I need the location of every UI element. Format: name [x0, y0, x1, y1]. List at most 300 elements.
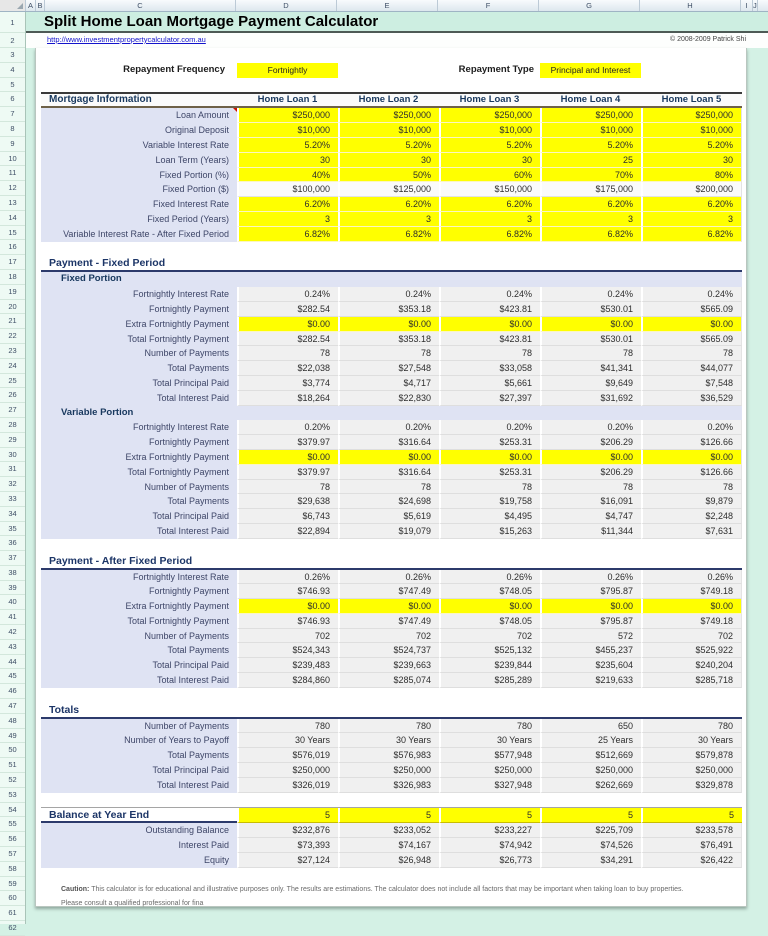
section-title-payment-fixed: Payment - Fixed Period	[41, 256, 742, 272]
input-cell[interactable]: $250,000	[338, 108, 439, 123]
value-cell: $26,773	[439, 853, 540, 868]
row-header-7[interactable]: 7	[0, 107, 25, 122]
row-header-19[interactable]: 19	[0, 285, 25, 300]
row-header-53[interactable]: 53	[0, 788, 25, 803]
value-cell: $423.81	[439, 302, 540, 317]
balance-year-input-cell[interactable]: 5	[641, 808, 742, 823]
after-fixed-table	[41, 570, 742, 688]
table-row	[41, 450, 742, 465]
value-cell: $200,000	[641, 182, 742, 197]
row-header-16[interactable]: 16	[0, 240, 25, 255]
table-row	[41, 287, 742, 302]
column-header-a[interactable]: A	[26, 0, 36, 11]
row-header-43[interactable]: 43	[0, 640, 25, 655]
value-cell: $206.29	[540, 435, 641, 450]
table-row	[41, 138, 742, 153]
row-header-33[interactable]: 33	[0, 492, 25, 507]
row-header-23[interactable]: 23	[0, 344, 25, 359]
row-header-1[interactable]: 1	[0, 12, 25, 33]
row-header-58[interactable]: 58	[0, 862, 25, 877]
balance-table	[41, 823, 742, 867]
balance-year-input-cell[interactable]: 5	[338, 808, 439, 823]
value-cell: 0.26%	[439, 570, 540, 585]
input-cell[interactable]: $0.00	[641, 450, 742, 465]
input-cell[interactable]: $0.00	[540, 599, 641, 614]
row-header-36[interactable]: 36	[0, 536, 25, 551]
select-all-corner[interactable]	[0, 0, 26, 11]
fixed-portion-table	[41, 287, 742, 405]
row-header-32[interactable]: 32	[0, 477, 25, 492]
row-header-26[interactable]: 26	[0, 388, 25, 403]
value-cell: $565.09	[641, 332, 742, 347]
balance-year-input-cell[interactable]: 5	[237, 808, 338, 823]
input-cell[interactable]: 3	[439, 212, 540, 227]
table-row	[41, 599, 742, 614]
balance-header-row	[41, 807, 742, 823]
value-cell: $33,058	[439, 361, 540, 376]
value-cell: $74,526	[540, 838, 641, 853]
row-label: Original Deposit	[41, 123, 237, 138]
value-cell: $316.64	[338, 435, 439, 450]
row-header-50[interactable]: 50	[0, 743, 25, 758]
row-label: Loan Amount	[41, 108, 237, 123]
value-cell: 78	[439, 346, 540, 361]
value-cell: $175,000	[540, 182, 641, 197]
value-cell: $240,204	[641, 658, 742, 673]
website-link[interactable]: http://www.investmentpropertycalculator.com.au	[47, 35, 206, 44]
value-cell: 0.26%	[237, 570, 338, 585]
table-row	[41, 614, 742, 629]
table-row	[41, 658, 742, 673]
column-header-j[interactable]: J	[753, 1, 757, 10]
row-header-6[interactable]: 6	[0, 92, 25, 107]
loan-column-header: Home Loan 1	[257, 94, 318, 106]
input-cell[interactable]: 30	[641, 153, 742, 168]
input-cell[interactable]: 6.82%	[338, 227, 439, 242]
value-cell: 25 Years	[540, 733, 641, 748]
row-header-37[interactable]: 37	[0, 551, 25, 566]
row-header-18[interactable]: 18	[0, 270, 25, 285]
row-label: Total Fortnightly Payment	[41, 465, 237, 480]
input-cell[interactable]: $0.00	[641, 317, 742, 332]
table-row	[41, 748, 742, 763]
input-cell[interactable]: $0.00	[439, 317, 540, 332]
row-header-14[interactable]: 14	[0, 211, 25, 226]
row-header-41[interactable]: 41	[0, 610, 25, 625]
input-cell[interactable]: $10,000	[641, 123, 742, 138]
value-cell: $5,619	[338, 509, 439, 524]
value-cell: 78	[338, 346, 439, 361]
row-header-17[interactable]: 17	[0, 255, 25, 270]
value-cell: $565.09	[641, 302, 742, 317]
value-cell: $125,000	[338, 182, 439, 197]
row-header-5[interactable]: 5	[0, 78, 25, 93]
value-cell: $41,341	[540, 361, 641, 376]
value-cell: $19,079	[338, 524, 439, 539]
row-label: Fortnightly Interest Rate	[41, 287, 237, 302]
value-cell: $22,894	[237, 524, 338, 539]
row-label: Total Interest Paid	[41, 673, 237, 688]
input-cell[interactable]: 3	[641, 212, 742, 227]
row-label: Extra Fortnightly Payment	[41, 317, 237, 332]
column-header-d[interactable]: D	[236, 0, 337, 11]
input-cell[interactable]: $10,000	[439, 123, 540, 138]
value-cell: $19,758	[439, 494, 540, 509]
table-row	[41, 853, 742, 868]
value-cell: 78	[237, 480, 338, 495]
input-cell[interactable]: $0.00	[540, 317, 641, 332]
section-title-balance: Balance at Year End	[49, 809, 150, 822]
balance-year-input-cell[interactable]: 5	[439, 808, 540, 823]
repayment-type-cell[interactable]: Principal and Interest	[540, 63, 641, 78]
row-header-20[interactable]: 20	[0, 300, 25, 315]
row-header-48[interactable]: 48	[0, 714, 25, 729]
row-label: Extra Fortnightly Payment	[41, 450, 237, 465]
row-header-11[interactable]: 11	[0, 166, 25, 181]
value-cell: $795.87	[540, 614, 641, 629]
value-cell: $15,263	[439, 524, 540, 539]
table-row	[41, 168, 742, 183]
row-label: Total Payments	[41, 361, 237, 376]
input-cell[interactable]: 6.82%	[641, 227, 742, 242]
row-header-61[interactable]: 61	[0, 906, 25, 921]
input-cell[interactable]: $250,000	[540, 108, 641, 123]
column-header-strip	[0, 0, 768, 12]
value-cell: $253.31	[439, 435, 540, 450]
row-header-29[interactable]: 29	[0, 433, 25, 448]
value-cell: $3,774	[237, 376, 338, 391]
select-all-triangle-icon	[17, 3, 23, 9]
input-cell[interactable]: $0.00	[237, 450, 338, 465]
input-cell[interactable]: 6.20%	[439, 197, 540, 212]
value-cell: $7,548	[641, 376, 742, 391]
table-row	[41, 673, 742, 688]
value-cell: 650	[540, 719, 641, 734]
row-header-9[interactable]: 9	[0, 137, 25, 152]
table-row	[41, 643, 742, 658]
value-cell: $250,000	[540, 763, 641, 778]
input-cell[interactable]: 6.20%	[641, 197, 742, 212]
row-label: Number of Payments	[41, 719, 237, 734]
subsection-title-fixed-portion: Fixed Portion	[41, 272, 742, 287]
value-cell: 0.24%	[540, 287, 641, 302]
input-cell[interactable]: $0.00	[540, 450, 641, 465]
row-label: Fortnightly Payment	[41, 435, 237, 450]
input-cell[interactable]: $0.00	[237, 599, 338, 614]
value-cell: $22,830	[338, 391, 439, 406]
value-cell: $285,289	[439, 673, 540, 688]
input-cell[interactable]: 50%	[338, 168, 439, 183]
input-cell[interactable]: 60%	[439, 168, 540, 183]
value-cell: $530.01	[540, 302, 641, 317]
column-header-b[interactable]: B	[36, 0, 45, 11]
row-header-45[interactable]: 45	[0, 669, 25, 684]
row-header-49[interactable]: 49	[0, 729, 25, 744]
value-cell: 78	[641, 480, 742, 495]
value-cell: $239,844	[439, 658, 540, 673]
table-row	[41, 494, 742, 509]
input-cell[interactable]: $10,000	[540, 123, 641, 138]
row-header-27[interactable]: 27	[0, 403, 25, 418]
input-cell[interactable]: $10,000	[237, 123, 338, 138]
input-cell[interactable]: $0.00	[338, 599, 439, 614]
row-label: Fortnightly Interest Rate	[41, 420, 237, 435]
value-cell: $27,397	[439, 391, 540, 406]
row-label: Total Principal Paid	[41, 509, 237, 524]
row-label: Total Principal Paid	[41, 376, 237, 391]
section-title-payment-after-fixed: Payment - After Fixed Period	[41, 554, 742, 570]
input-cell[interactable]: 3	[237, 212, 338, 227]
value-cell: $576,983	[338, 748, 439, 763]
input-cell[interactable]: 30	[237, 153, 338, 168]
input-cell[interactable]: 80%	[641, 168, 742, 183]
value-cell: $749.18	[641, 614, 742, 629]
row-header-34[interactable]: 34	[0, 507, 25, 522]
value-cell: $577,948	[439, 748, 540, 763]
row-header-13[interactable]: 13	[0, 196, 25, 211]
input-cell[interactable]: 5.20%	[439, 138, 540, 153]
page-title: Split Home Loan Mortgage Payment Calculator	[26, 12, 768, 33]
input-cell[interactable]: 30	[439, 153, 540, 168]
column-header-i[interactable]: I	[741, 0, 753, 11]
input-cell[interactable]: $0.00	[237, 317, 338, 332]
row-header-24[interactable]: 24	[0, 359, 25, 374]
section-title-totals: Totals	[41, 703, 742, 719]
row-header-51[interactable]: 51	[0, 758, 25, 773]
table-row	[41, 317, 742, 332]
row-header-25[interactable]: 25	[0, 374, 25, 389]
column-header-f[interactable]: F	[438, 0, 539, 11]
input-cell[interactable]: 5.20%	[540, 138, 641, 153]
row-header-8[interactable]: 8	[0, 122, 25, 137]
input-cell[interactable]: $0.00	[641, 599, 742, 614]
value-cell: $36,529	[641, 391, 742, 406]
value-cell: $26,422	[641, 853, 742, 868]
input-cell[interactable]: 5.20%	[641, 138, 742, 153]
value-cell: 0.24%	[439, 287, 540, 302]
value-cell: $44,077	[641, 361, 742, 376]
row-header-38[interactable]: 38	[0, 566, 25, 581]
row-label: Total Fortnightly Payment	[41, 614, 237, 629]
value-cell: $76,491	[641, 838, 742, 853]
input-cell[interactable]: 5.20%	[338, 138, 439, 153]
input-cell[interactable]: $250,000	[439, 108, 540, 123]
row-header-4[interactable]: 4	[0, 63, 25, 78]
value-cell: $250,000	[338, 763, 439, 778]
variable-portion-table	[41, 420, 742, 538]
value-cell: $379.97	[237, 465, 338, 480]
input-cell[interactable]: 5.20%	[237, 138, 338, 153]
value-cell: $530.01	[540, 332, 641, 347]
row-label: Equity	[41, 853, 237, 868]
value-cell: $26,948	[338, 853, 439, 868]
input-cell[interactable]: 3	[338, 212, 439, 227]
value-cell: $285,718	[641, 673, 742, 688]
input-cell[interactable]: 6.82%	[439, 227, 540, 242]
value-cell: 30 Years	[439, 733, 540, 748]
value-cell: 0.20%	[540, 420, 641, 435]
table-row	[41, 153, 742, 168]
row-header-31[interactable]: 31	[0, 462, 25, 477]
mortgage-table	[41, 108, 742, 241]
value-cell: $282.54	[237, 302, 338, 317]
row-header-10[interactable]: 10	[0, 152, 25, 167]
input-cell[interactable]: 6.20%	[338, 197, 439, 212]
value-cell: 780	[439, 719, 540, 734]
balance-year-input-cell[interactable]: 5	[540, 808, 641, 823]
table-row	[41, 108, 742, 123]
value-cell: $73,393	[237, 838, 338, 853]
row-header-46[interactable]: 46	[0, 684, 25, 699]
row-header-30[interactable]: 30	[0, 448, 25, 463]
row-header-44[interactable]: 44	[0, 655, 25, 670]
row-label: Number of Payments	[41, 346, 237, 361]
row-label: Fortnightly Payment	[41, 302, 237, 317]
value-cell: $74,167	[338, 838, 439, 853]
value-cell: 0.26%	[540, 570, 641, 585]
table-row	[41, 524, 742, 539]
value-cell: $327,948	[439, 778, 540, 793]
table-row	[41, 420, 742, 435]
mortgage-info-title: Mortgage Information	[49, 94, 152, 106]
row-header-3[interactable]: 3	[0, 48, 25, 63]
row-label: Fortnightly Payment	[41, 584, 237, 599]
value-cell: $326,019	[237, 778, 338, 793]
value-cell: 78	[641, 346, 742, 361]
value-cell: $5,661	[439, 376, 540, 391]
value-cell: $524,343	[237, 643, 338, 658]
input-cell[interactable]: $10,000	[338, 123, 439, 138]
caution-text-line2: Please consult a qualified professional for fina	[61, 900, 204, 908]
input-cell[interactable]: 6.82%	[237, 227, 338, 242]
input-cell[interactable]: 3	[540, 212, 641, 227]
row-header-22[interactable]: 22	[0, 329, 25, 344]
row-label: Total Interest Paid	[41, 391, 237, 406]
input-cell[interactable]: 40%	[237, 168, 338, 183]
value-cell: 0.24%	[641, 287, 742, 302]
value-cell: $326,983	[338, 778, 439, 793]
row-label: Total Payments	[41, 643, 237, 658]
value-cell: $795.87	[540, 584, 641, 599]
value-cell: 0.24%	[237, 287, 338, 302]
row-header-12[interactable]: 12	[0, 181, 25, 196]
row-label: Fixed Portion ($)	[41, 182, 237, 197]
value-cell: $455,237	[540, 643, 641, 658]
row-header-39[interactable]: 39	[0, 581, 25, 596]
value-cell: $285,074	[338, 673, 439, 688]
repayment-frequency-cell[interactable]: Fortnightly	[237, 63, 338, 78]
input-cell[interactable]: $0.00	[439, 599, 540, 614]
row-label: Fortnightly Interest Rate	[41, 570, 237, 585]
input-cell[interactable]: 25	[540, 153, 641, 168]
value-cell: $2,248	[641, 509, 742, 524]
row-header-21[interactable]: 21	[0, 314, 25, 329]
value-cell: 572	[540, 629, 641, 644]
value-cell: 0.26%	[641, 570, 742, 585]
value-cell: $74,942	[439, 838, 540, 853]
input-cell[interactable]: 6.20%	[237, 197, 338, 212]
value-cell: 702	[641, 629, 742, 644]
value-cell: $34,291	[540, 853, 641, 868]
value-cell: $6,743	[237, 509, 338, 524]
input-cell[interactable]: 6.82%	[540, 227, 641, 242]
row-header-59[interactable]: 59	[0, 877, 25, 892]
row-header-47[interactable]: 47	[0, 699, 25, 714]
row-header-62[interactable]: 62	[0, 921, 25, 936]
row-header-54[interactable]: 54	[0, 803, 25, 818]
row-header-52[interactable]: 52	[0, 773, 25, 788]
value-cell: $525,922	[641, 643, 742, 658]
row-label: Variable Interest Rate	[41, 138, 237, 153]
table-row	[41, 719, 742, 734]
row-header-35[interactable]: 35	[0, 522, 25, 537]
value-cell: $262,669	[540, 778, 641, 793]
value-cell: $31,692	[540, 391, 641, 406]
table-row	[41, 838, 742, 853]
value-cell: $233,578	[641, 823, 742, 838]
repayment-type-label: Repayment Type	[458, 63, 534, 75]
column-header-c[interactable]: C	[45, 0, 236, 11]
value-cell: $250,000	[641, 763, 742, 778]
row-label: Variable Interest Rate - After Fixed Period	[41, 227, 237, 242]
value-cell: $250,000	[439, 763, 540, 778]
row-label: Total Fortnightly Payment	[41, 332, 237, 347]
input-cell[interactable]: $0.00	[439, 450, 540, 465]
row-header-55[interactable]: 55	[0, 817, 25, 832]
input-cell[interactable]: 70%	[540, 168, 641, 183]
row-header-42[interactable]: 42	[0, 625, 25, 640]
value-cell: $282.54	[237, 332, 338, 347]
row-header-28[interactable]: 28	[0, 418, 25, 433]
input-cell[interactable]: 6.20%	[540, 197, 641, 212]
value-cell: $100,000	[237, 182, 338, 197]
value-cell: $353.18	[338, 332, 439, 347]
row-header-2[interactable]: 2	[0, 33, 25, 48]
table-row	[41, 435, 742, 450]
row-header-60[interactable]: 60	[0, 891, 25, 906]
value-cell: $29,638	[237, 494, 338, 509]
value-cell: $7,631	[641, 524, 742, 539]
input-cell[interactable]: $0.00	[338, 450, 439, 465]
value-cell: 30 Years	[237, 733, 338, 748]
row-header-56[interactable]: 56	[0, 832, 25, 847]
table-row	[41, 391, 742, 406]
value-cell: 30 Years	[641, 733, 742, 748]
sheet-content	[26, 12, 768, 924]
value-cell: 702	[338, 629, 439, 644]
value-cell: $4,495	[439, 509, 540, 524]
column-header-h[interactable]: H	[640, 0, 741, 11]
value-cell: 702	[439, 629, 540, 644]
input-cell[interactable]: $250,000	[641, 108, 742, 123]
column-header-e[interactable]: E	[337, 0, 438, 11]
row-header-40[interactable]: 40	[0, 595, 25, 610]
value-cell: 0.20%	[338, 420, 439, 435]
value-cell: 78	[439, 480, 540, 495]
row-label: Extra Fortnightly Payment	[41, 599, 237, 614]
value-cell: $579,878	[641, 748, 742, 763]
row-header-15[interactable]: 15	[0, 226, 25, 241]
value-cell: $126.66	[641, 435, 742, 450]
row-header-57[interactable]: 57	[0, 847, 25, 862]
input-cell[interactable]: 30	[338, 153, 439, 168]
row-label: Fixed Period (Years)	[41, 212, 237, 227]
value-cell: $9,879	[641, 494, 742, 509]
input-cell[interactable]: $0.00	[338, 317, 439, 332]
input-cell[interactable]: $250,000	[237, 108, 338, 123]
column-header-g[interactable]: G	[539, 0, 640, 11]
table-row	[41, 302, 742, 317]
